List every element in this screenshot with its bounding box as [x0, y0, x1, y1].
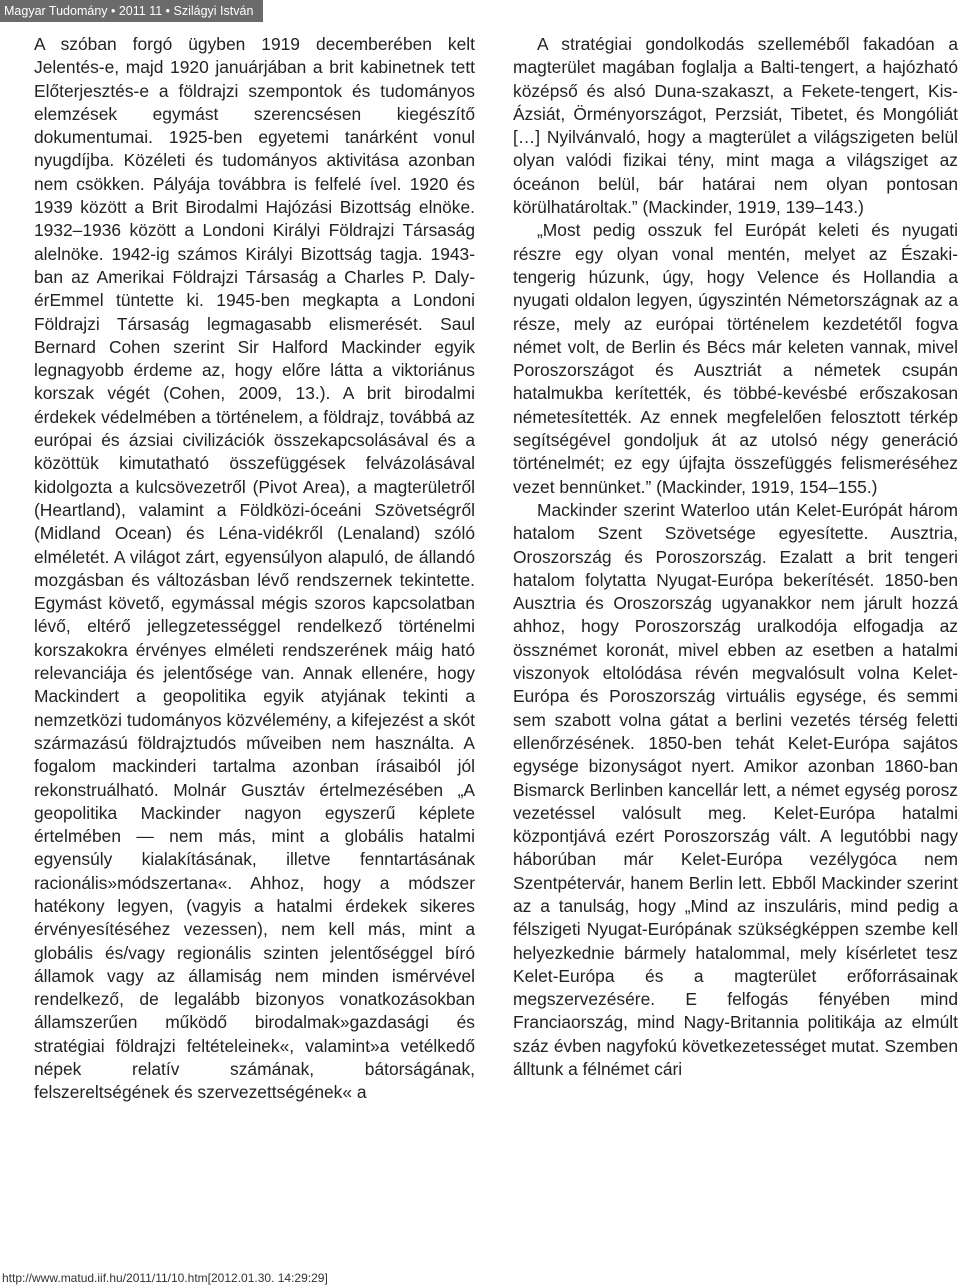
right-paragraph-1: A stratégiai gondolkodás szelleméből fakadóan a magterület magában foglalja a Balti-tengert, a hajózható középső és alsó Duna-szakaszt, a Fekete-tengert, Kis-Ázsiát, Örményországot, Perzsiát, Tibetet, és Mongóliát […] Nyilvánvaló, hogy a magterület a világszigeten belül olyan valódi fizikai tény, mint maga a világsziget az óceánon belül, bár határai nem olyan pontosan körülhatároltak.” (Mackinder, 1919, 139–143.) [513, 34, 958, 218]
right-paragraph-2: „Most pedig osszuk fel Európát keleti és nyugati részre egy olyan vonal mentén, melyet az Északi-tengerig húzunk, úgy, hogy Velence és Hollandia a nyugati oldalon legyen, úgyszintén Németországnak az a része, mely az európai történelem kezdetétől fogva német volt, de Berlin és Bécs már keleten vannak, mivel Poroszországot és Ausztriát a németek csupán hatalmukba kerítették, és többé-kevésbé erőszakosan németesítették. Az ennek megfelelően felosztott térkép segítségével gondoljuk át az utolsó négy generáció történelmét; ez egy újfajta összefüggés felismeréséhez vezet bennünket.” (Mackinder, 1919, 154–155.) [513, 220, 958, 497]
left-column [34, 33, 475, 1105]
source-footer [2, 1270, 328, 1286]
source-url: http://www.matud.iif.hu/2011/11/10.htm[2012.01.30. 14:29:29] [2, 1271, 328, 1285]
running-header [0, 0, 263, 22]
right-paragraph-3: Mackinder szerint Waterloo után Kelet-Európát három hatalom Szent Szövetsége egyesítette. Ausztria, Oroszország és Poroszország. Ezalatt a brit tengeri hatalom folytatta Nyugat-Európa bekerítését. 1850-ben Ausztria és Oroszország ugyanakkor nem járult hozzá ahhoz, hogy Poroszország uralkodója elfogadja az össznémet koronát, mivel ebben az esetben a hatalmi viszonyok eltolódása révén megvalósult volna Kelet-Európa és Poroszország virtuális egysége, és semmi sem szabott volna gátat a berlini vezetés térség feletti ellenőrzésének. 1850-ben tehát Kelet-Európa sajátos egysége bizonyságot nyert. Amikor azonban 1860-ban Bismarck Berlinben kancellár lett, a német egység porosz vezetéssel valósult meg. Kelet-Európa hatalmi központjává ezért Poroszország vált. A legutóbbi nagy háborúban már Kelet-Európa vezélygóca nem Szentpétervár, hanem Berlin lett. Ebből Mackinder szerint az a tanulság, hogy „Mind az inszuláris, mind pedig a félszigeti Nyugat-Európának szükségképpen szembe kell helyezkednie bármely hatalommal, mely kísérletet tesz Kelet-Európa és a magterület erőforrásainak megszervezésére. E felfogás fényében mind Franciaország, mind Nagy-Britannia politikája az elmúlt száz évben nagyfokú következetességet mutat. Szemben álltunk a félnémet cári [513, 499, 958, 1080]
left-paragraph: A szóban forgó ügyben 1919 decemberében kelt Jelentés-e, majd 1920 januárjában a brit kabinetnek tett Előterjesztés-e a földrajzi szempontok és tudományos elemzések egymást szerencsésen kiegészítő dokumentumai. 1925-ben egyetemi tanárként vonul nyugdíjba. Közéleti és tudományos aktivitása azonban nem csökken. Pályája továbbra is felfelé ível. 1920 és 1939 között a Brit Birodalmi Hajózási Bizottság elnöke. 1932–1936 között a Londoni Királyi Földrajzi Társaság alelnöke. 1942-ig számos Királyi Bizottság tagja. 1943-ban az Amerikai Földrajzi Társaság a Charles P. Daly-érEmmel tüntette ki. 1945-ben megkapta a Londoni Földrajzi Társaság legmagasabb elismerését. Saul Bernard Cohen szerint Sir Halford Mackinder egyik legnagyobb érdeme az, hogy előre látta a viktoriánus korszak végét (Cohen, 2009, 13.). A brit birodalmi érdekek védelmében a történelem, a földrajz, továbbá az európai és ázsiai civilizációk összekapcsolásával és a közöttük kimutatható összefüggések felvázolásával kidolgozta a kulcsövezetről (Pivot Area), a magterületről (Heartland), valamint a Földközi-óceáni Szövetségről (Midland Ocean) és Léna-vidékről (Lenaland) szóló elméletét. A világot zárt, egyensúlyon alapuló, de állandó mozgásban és változásban lévő rendszernek tekintette. Egymást követő, egymással mégis szoros kapcsolatban lévő, eltérő jellegzetességgel rendelkező történelmi korszakokra érvényes elméleti rendszerének máig ható relevanciája és jelentősége van. Annak ellenére, hogy Mackindert a geopolitika egyik atyjának tekinti a nemzetközi tudományos közvélemény, a kifejezést a skót származású földrajztudós műveiben nem használta. A fogalom mackinderi tartalma azonban írásaiból jól rekonstruálható. Molnár Gusztáv értelmezésében „A geopolitika Mackinder nagyon egyszerű képlete értelmében — nem más, mint a globális hatalmi egyensúly kialakításának, illetve fenntartásának racionális»módszertana«. Ahhoz, hogy a módszer hatékony legyen, (vagyis a hatalmi érdekek sikeres érvényesítéséhez vezessen), nem kell más, mint a globális és/vagy regionális szinten jelentőséggel bíró államok vagy az államiság nem minden ismérvével rendelkező, de legalább bizonyos vonatkozásokban államszerűen működő birodalmak»gazdasági és stratégiai földrajzi feltételeinek«, valamint»a vetélkedő népek relatív számának, bátorságának, felszereltségének és szervezettségének« a [34, 34, 475, 1103]
right-column [513, 33, 958, 1081]
running-title: Magyar Tudomány • 2011 11 • Szilágyi István [4, 4, 254, 18]
